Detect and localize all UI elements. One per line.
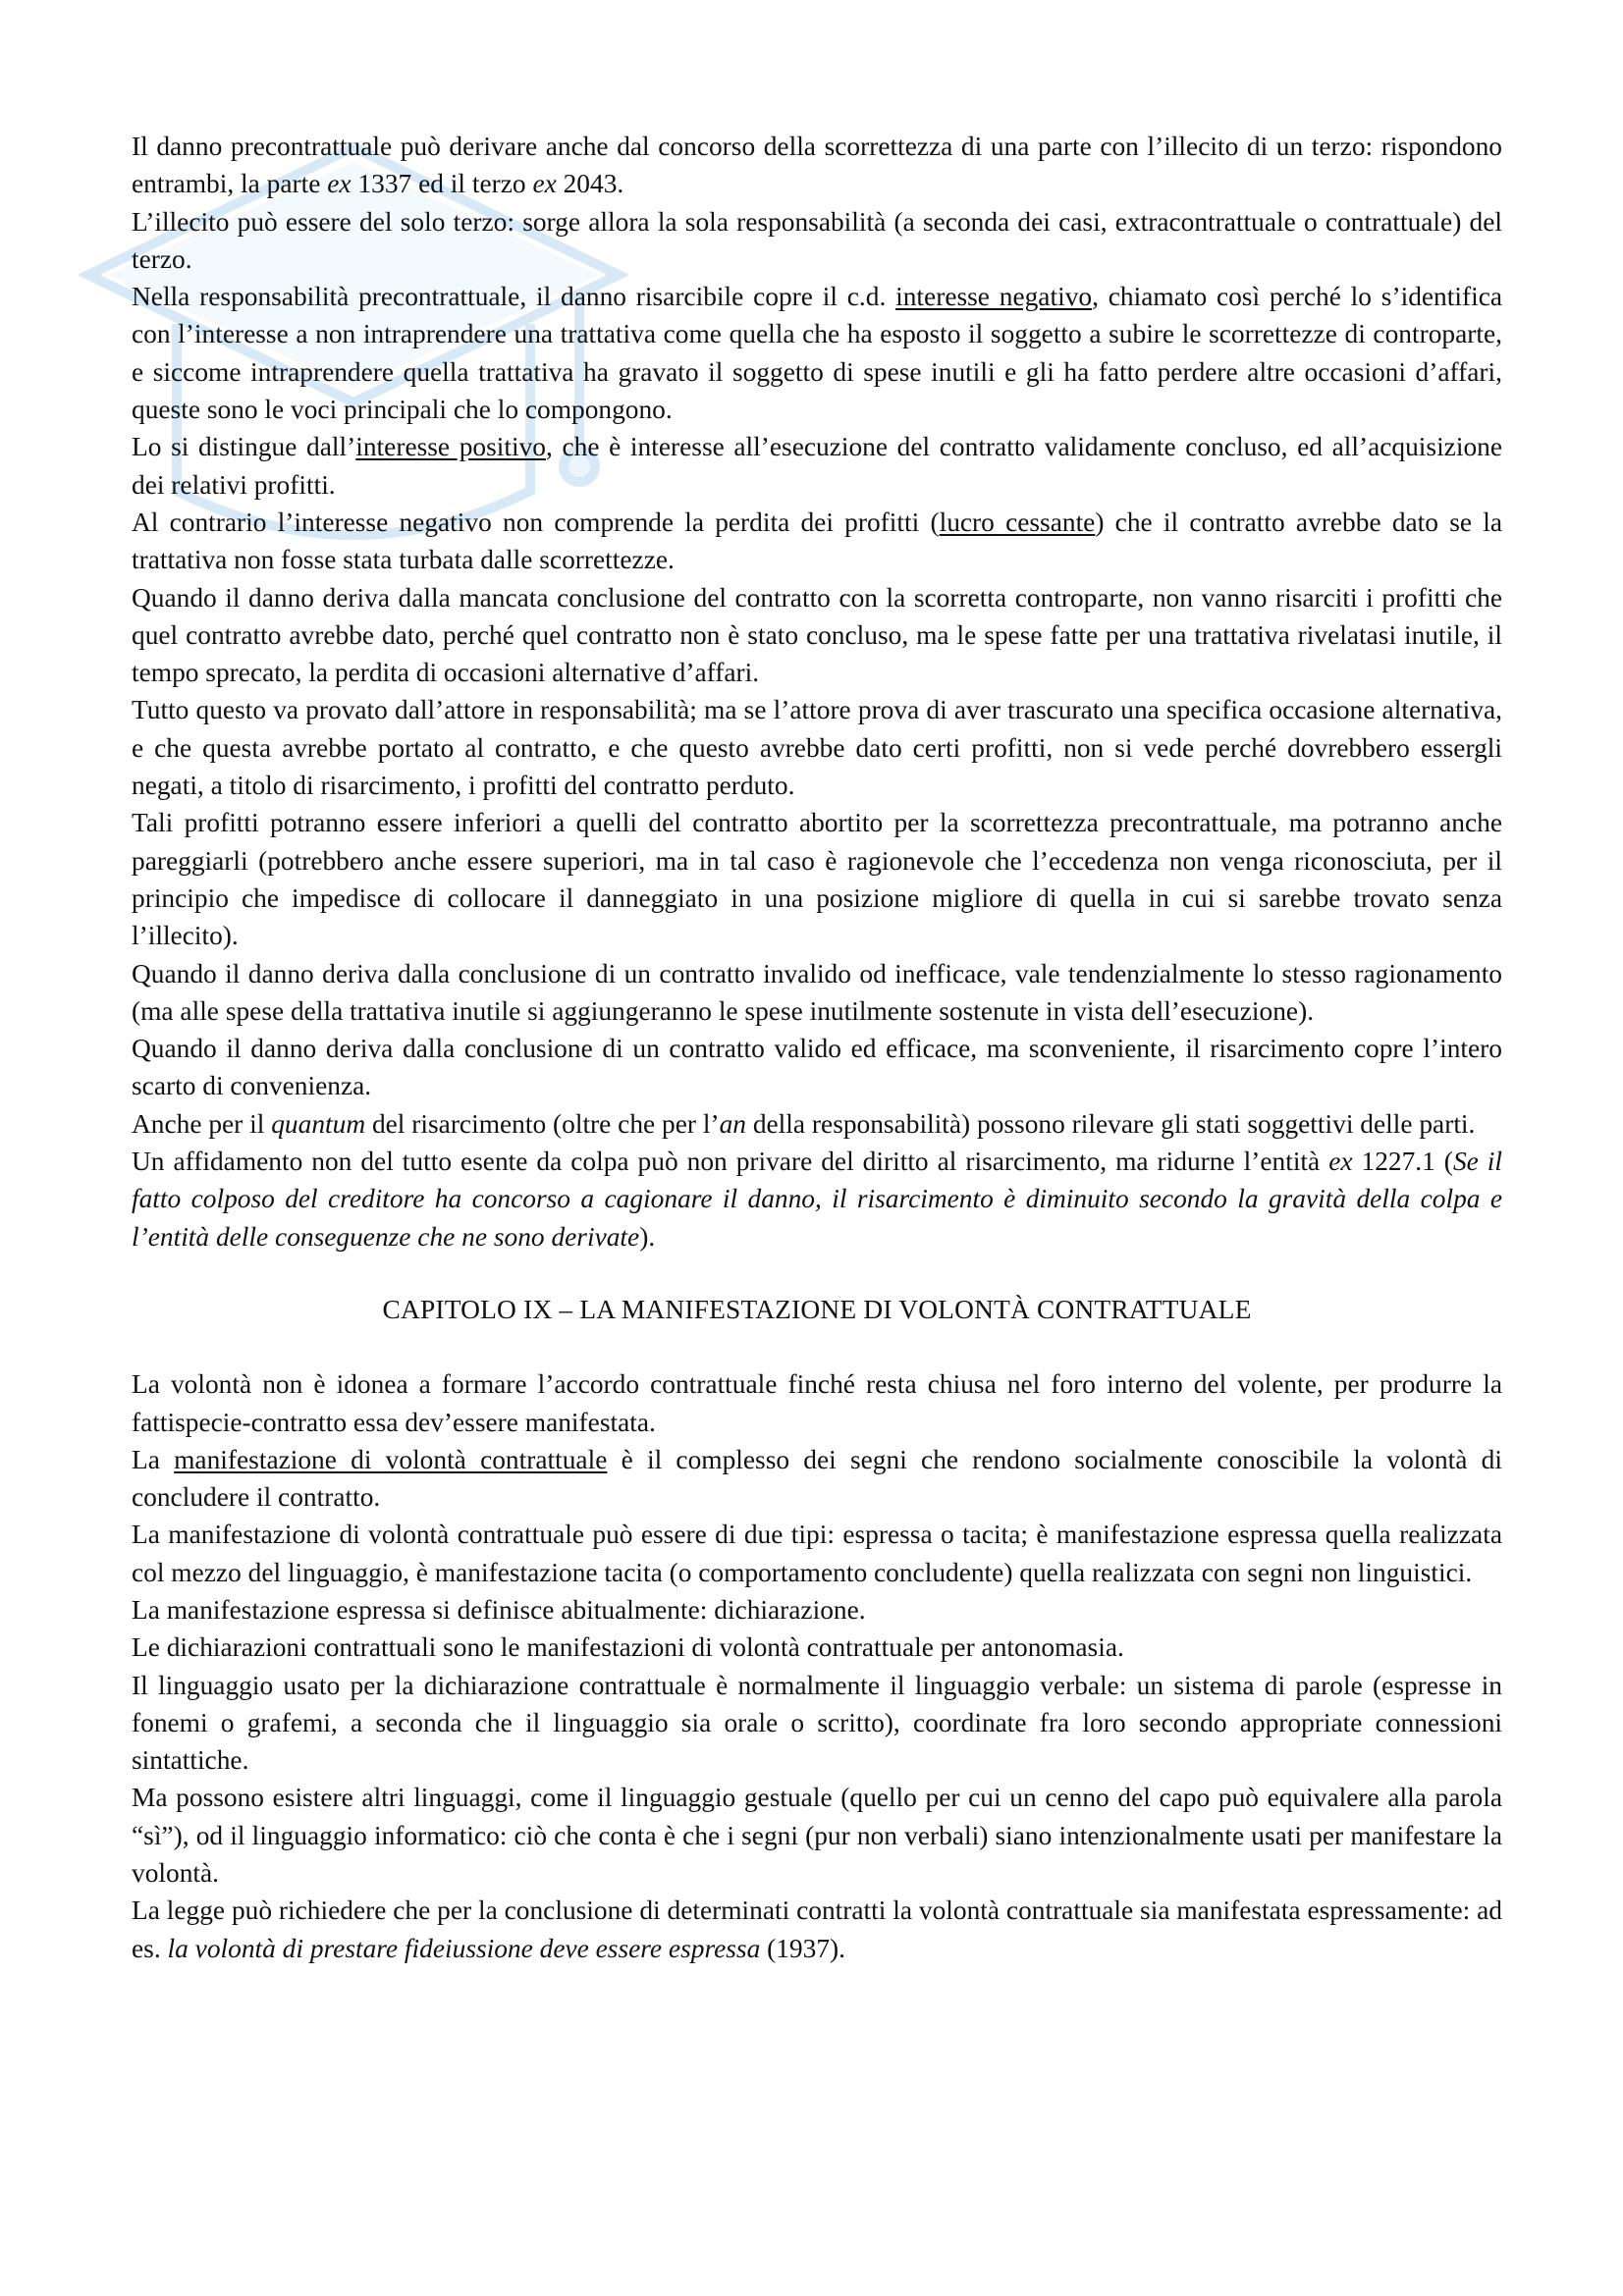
paragraph-1: Il danno precontrattuale può derivare anche dal concorso della scorrettezza di una parte con l’illecito di un terzo: rispondono entrambi, la parte ex 1337 ed il terzo ex 2043. [132, 132, 1502, 199]
paragraph-16: La manifestazione espressa si definisce abitualmente: dichiarazione. [132, 1594, 866, 1625]
term-interesse-negativo: interesse negativo [895, 282, 1093, 312]
paragraph-10: Quando il danno deriva dalla conclusione di un contratto valido ed efficace, ma sconveniente, il risarcimento copre l’intero scarto di convenienza. [132, 1034, 1502, 1101]
paragraph-2: L’illecito può essere del solo terzo: sorge allora la sola responsabilità (a seconda dei casi, extracontrattuale o contrattuale) del terzo. [132, 206, 1502, 274]
term-lucro-cessante: lucro cessante [939, 507, 1096, 537]
paragraph-13: La volontà non è idonea a formare l’accordo contrattuale finché resta chiusa nel foro interno del volente, per produrre la fattispecie-contratto essa dev’essere manifestata. [132, 1369, 1502, 1437]
paragraph-4: Lo si distingue dall’interesse positivo, che è interesse all’esecuzione del contratto validamente concluso, ed all’acquisizione dei relativi profitti. [132, 432, 1502, 500]
paragraph-19: Ma possono esistere altri linguaggi, come il linguaggio gestuale (quello per cui un cenno del capo può equivalere alla parola “sì”), od il linguaggio informatico: ciò che conta è che i segni (pur non verbali) siano intenzionalmente usati per manifestare la volontà. [132, 1783, 1502, 1889]
term-interesse-positivo: interesse positivo [355, 432, 546, 462]
paragraph-20: La legge può richiedere che per la conclusione di determinati contratti la volontà contrattuale sia manifestata espressamente: ad es. la volontà di prestare fideiussione deve essere espressa (1937). [132, 1896, 1502, 1963]
paragraph-17: Le dichiarazioni contrattuali sono le manifestazioni di volontà contrattuale per antonomasia. [132, 1632, 1124, 1663]
paragraph-12: Un affidamento non del tutto esente da colpa può non privare del diritto al risarcimento, ma ridurne l’entità ex 1227.1 (Se il fatto colposo del creditore ha concorso a cagionare il danno, il risarcimento è diminuito secondo la gravità della colpa e l’entità delle conseguenze che ne sono derivate). [132, 1147, 1502, 1252]
paragraph-9: Quando il danno deriva dalla conclusione di un contratto invalido od inefficace, vale tendenzialmente lo stesso ragionamento (ma alle spese della trattativa inutile si aggiungeranno le spese inutilmente sostenute in vista dell’esecuzione). [132, 958, 1502, 1026]
chapter-title: CAPITOLO IX – LA MANIFESTAZIONE DI VOLONTÀ CONTRATTUALE [382, 1294, 1252, 1324]
paragraph-6: Quando il danno deriva dalla mancata conclusione del contratto con la scorretta controparte, non vanno risarciti i profitti che quel contratto avrebbe dato, perché quel contratto non è stato concluso, ma le spese fatte per una trattativa rivelatasi inutile, il tempo sprecato, la perdita di occasioni alternative d’affari. [132, 582, 1502, 688]
paragraph-7: Tutto questo va provato dall’attore in responsabilità; ma se l’attore prova di aver trascurato una specifica occasione alternativa, e che questa avrebbe portato al contratto, e che questo avrebbe dato certi profitti, non si vede perché dovrebbero essergli negati, a titolo di risarcimento, i profitti del contratto perduto. [132, 695, 1502, 801]
document-page [132, 128, 1502, 1967]
paragraph-15: La manifestazione di volontà contrattuale può essere di due tipi: espressa o tacita; è manifestazione espressa quella realizzata col mezzo del linguaggio, è manifestazione tacita (o comportamento concludente) quella realizzata con segni non linguistici. [132, 1520, 1502, 1587]
paragraph-8: Tali profitti potranno essere inferiori a quelli del contratto abortito per la scorrettezza precontrattuale, ma potranno anche pareggiarli (potrebbero anche essere superiori, ma in tal caso è ragionevole che l’eccedenza non venga riconosciuta, per il principio che impedisce di collocare il danneggiato in una posizione migliore di quella in cui si sarebbe trovato senza l’illecito). [132, 808, 1502, 951]
paragraph-14: La manifestazione di volontà contrattuale è il complesso dei segni che rendono socialmente conoscibile la volontà di concludere il contratto. [132, 1444, 1502, 1513]
paragraph-11: Anche per il quantum del risarcimento (oltre che per l’an della responsabilità) possono rilevare gli stati soggettivi delle parti. [132, 1108, 1476, 1139]
paragraph-5: Al contrario l’interesse negativo non comprende la perdita dei profitti (lucro cessante) che il contratto avrebbe dato se la trattativa non fosse stata turbata dalle scorrettezze. [132, 507, 1503, 575]
paragraph-18: Il linguaggio usato per la dichiarazione contrattuale è normalmente il linguaggio verbale: un sistema di parole (espresse in fonemi o grafemi, a seconda che il linguaggio sia orale o scritto), coordinate fra loro secondo appropriate connessioni sintattiche. [132, 1670, 1502, 1776]
term-manifestazione-di-volonta: manifestazione di volontà contrattuale [174, 1444, 608, 1474]
paragraph-3: Nella responsabilità precontrattuale, il danno risarcibile copre il c.d. interesse negativo, chiamato così perché lo s’identifica con l’interesse a non intraprendere una trattativa come quella che ha esposto il soggetto a subire le scorrettezze di controparte, e siccome intraprendere quella trattativa ha gravato il soggetto di spese inutili e gli ha fatto perdere altre occasioni d’affari, queste sono le voci principali che lo compongono. [132, 282, 1503, 425]
